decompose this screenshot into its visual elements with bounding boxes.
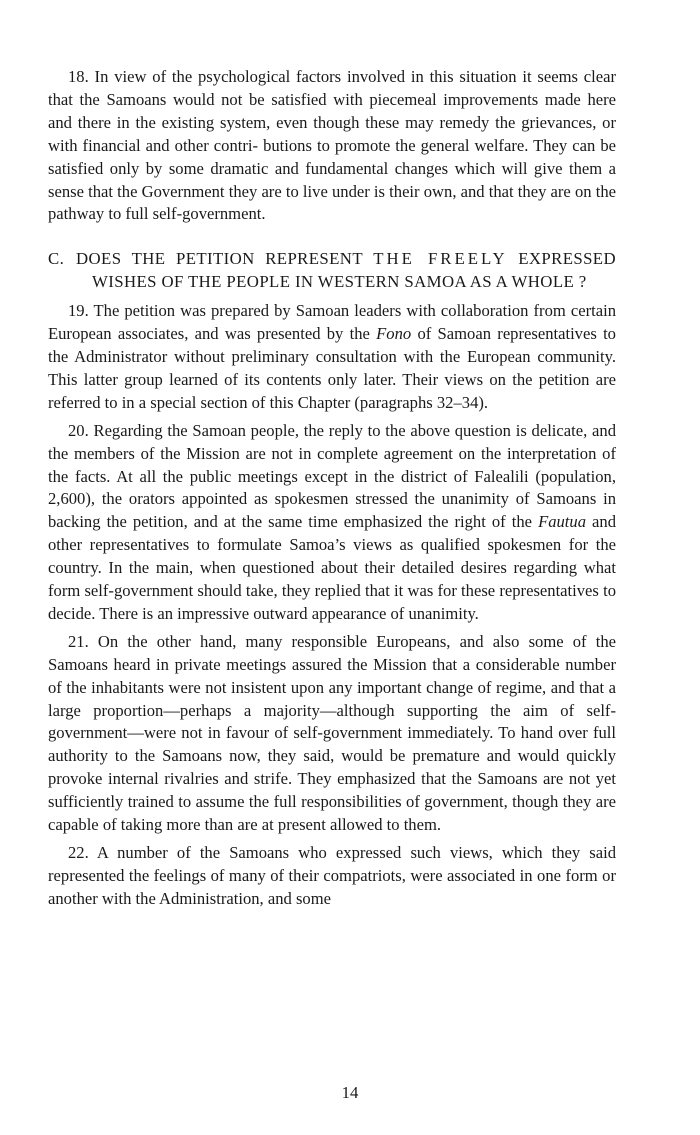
paragraph-20-text-after: and other representatives to formulate Samoa’s views as qualified spokesmen for the country. In the main, when questioned about their detailed desires regarding what form self-government should take, they replied that it was for these representatives to decide. There is an impressive outward appearance of unanimity.: [48, 512, 617, 623]
paragraph-20-italic: Fautua: [538, 512, 586, 532]
paragraph-18: 18. In view of the psychological factors involved in this situation it seems clear that the Samoans would not be satisfied with piecemeal improvements made here and there in the existing system, even though these may remedy the grievances, or with financial and other contri- butions to promote the general welfare. They can be satisfied only by some dramatic and fundamental changes which will give them a sense that the Government they are to live under is their own, and that they are on the pathway to full self-government.: [48, 67, 616, 224]
document-page: [48, 66, 616, 911]
paragraph-21: 21. On the other hand, many responsible Europeans, and also some of the Samoans heard in private meetings assured the Mission that a considerable number of the inhabitants were not insistent upon any important change of regime, and that a large proportion—perhaps a majority—although supporting the aim of self-government—were not in favour of self-government immediately. To hand over full authority to the Samoans now, they said, would be premature and would quickly provoke internal rivalries and strife. They emphasized that the Samoans are not yet sufficiently trained to assume the full responsibilities of government, though they are capable of taking more than are at present allowed to them.: [48, 631, 616, 835]
section-letter: C.: [48, 249, 65, 269]
paragraph-19: [48, 300, 616, 415]
paragraph-19-italic: Fono: [376, 324, 412, 344]
paragraph-20: [48, 420, 616, 626]
section-heading-part2: EXPRESSED WISHES OF THE PEOPLE IN WESTERN SAMOA AS A WHOLE ?: [92, 249, 616, 292]
section-heading-part1: DOES THE PETITION REPRESENT: [76, 249, 374, 269]
page-number: 14: [341, 1083, 359, 1102]
paragraph-19-text-after: of Samoan representatives to the Administrator without preliminary consultation with the European community. This latter group learned of its contents only later. Their views on the petition are referred to in a special section of this Chapter (paragraphs 32–34).: [48, 324, 616, 412]
paragraph-20-text-before: 20. Regarding the Samoan people, the reply to the above question is delicate, and the members of the Mission are not in complete agreement on the interpretation of the facts. At all the public meetings except in the district of Falealili (population, 2,600), the orators appointed as spokesmen stressed the unanimity of Samoans in backing the petition, and at the same time emphasized the right of the: [48, 420, 616, 532]
section-heading-spaced: THE FREELY: [373, 249, 508, 269]
section-heading-c: [48, 248, 616, 294]
paragraph-22: 22. A number of the Samoans who expressed such views, which they said represented the feelings of many of their compatriots, were associated in one form or another with the Administration, and some: [48, 843, 616, 908]
paragraph-19-text-before: 19. The petition was prepared by Samoan leaders with collaboration from certain European associates, and was presented by the: [48, 301, 616, 344]
